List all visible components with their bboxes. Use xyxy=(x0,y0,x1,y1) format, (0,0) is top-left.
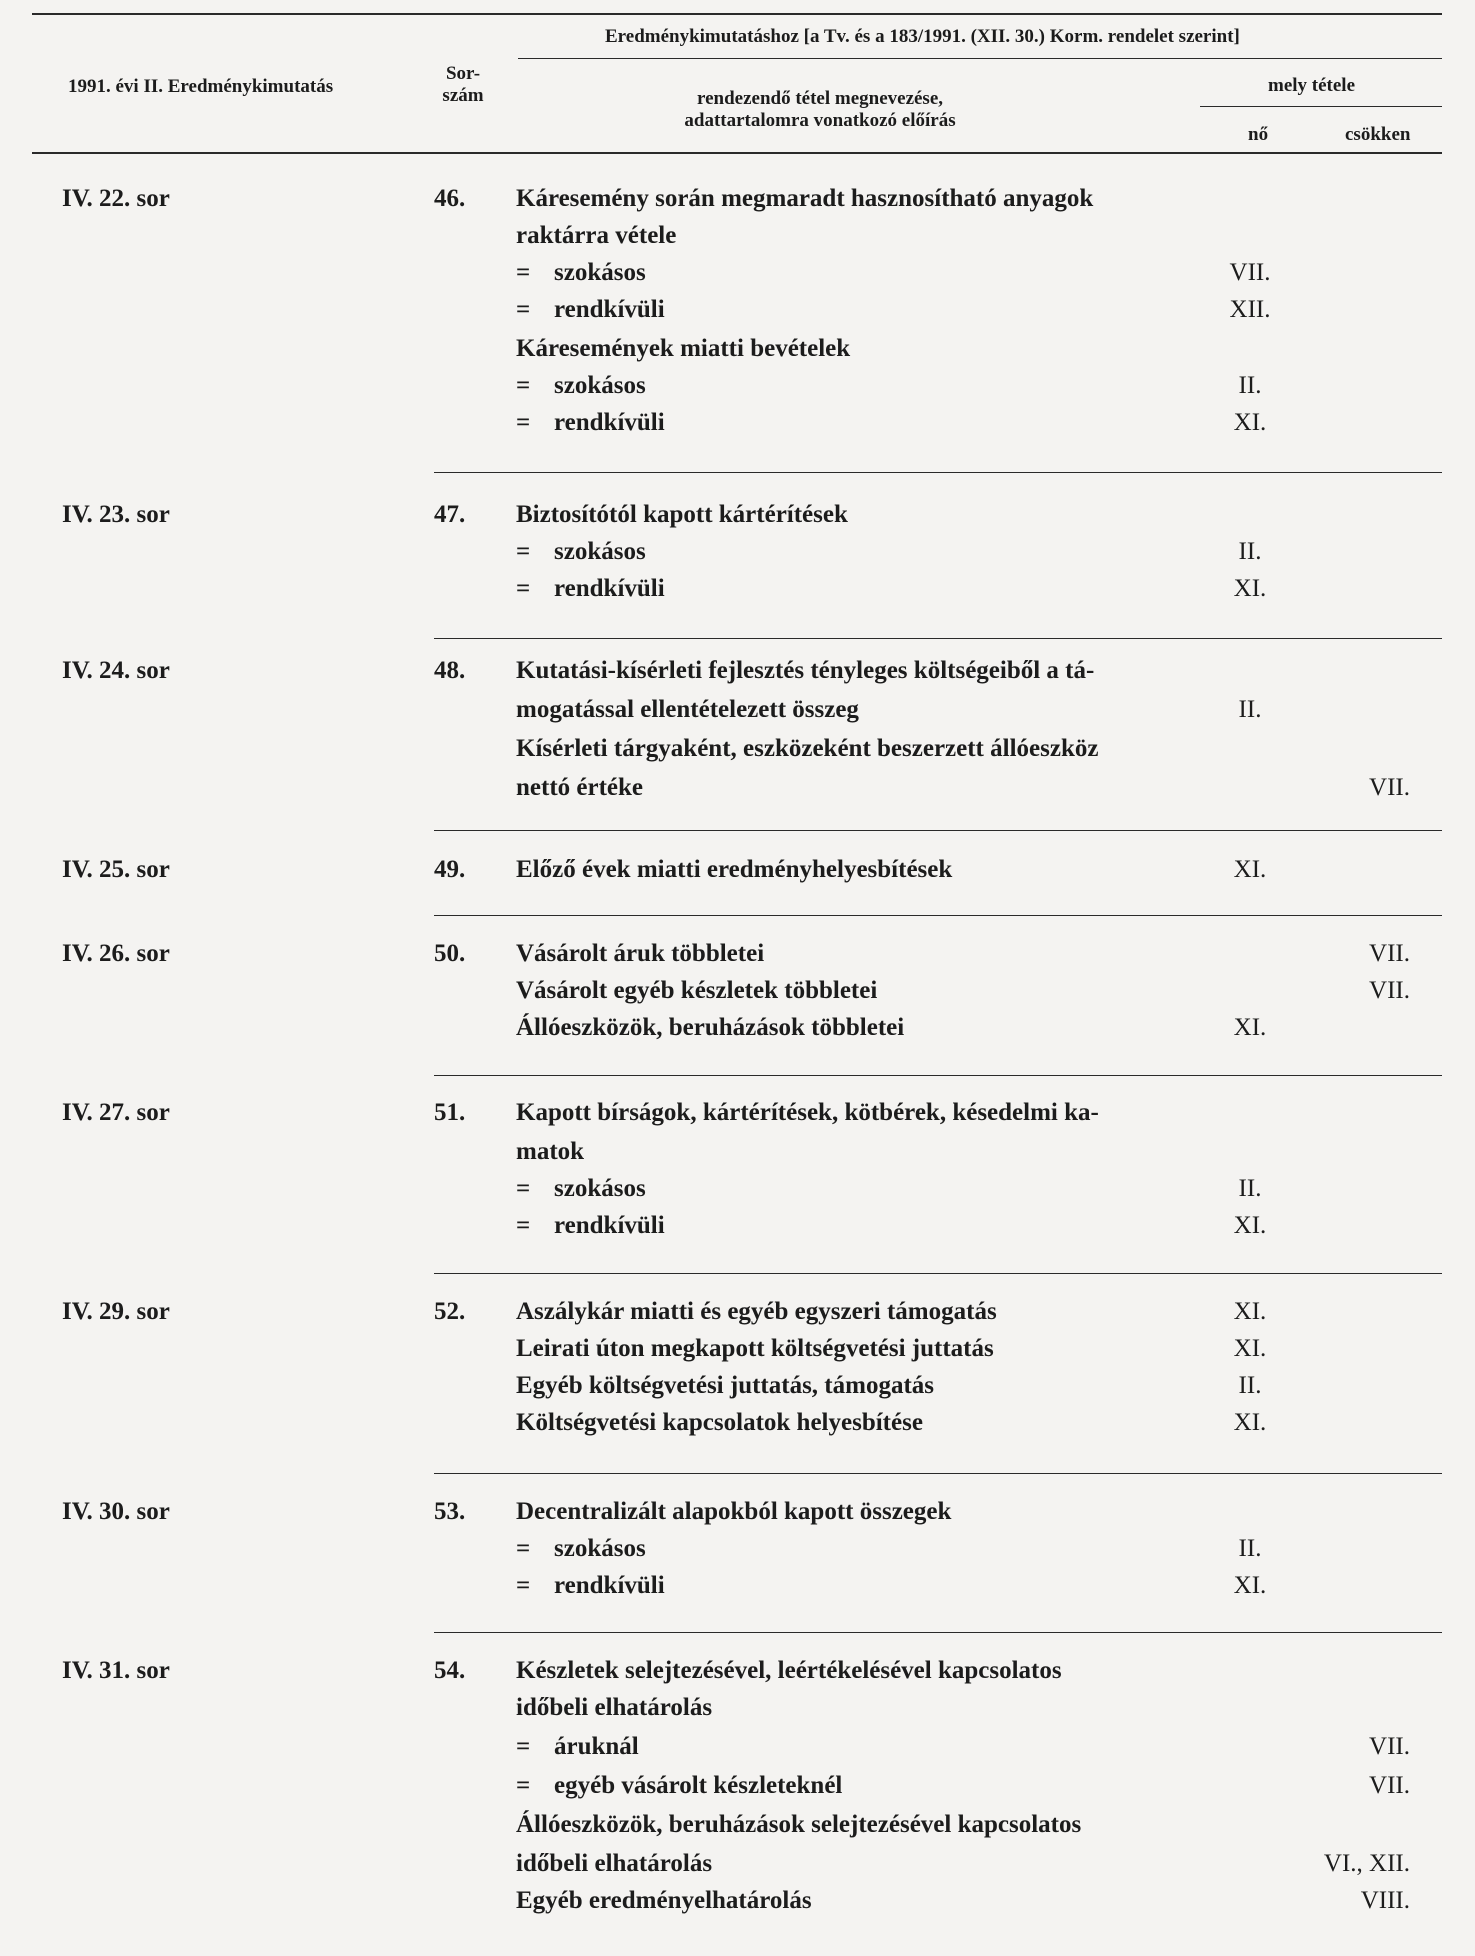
row-number: 49. xyxy=(434,856,466,883)
row-separator xyxy=(434,1632,1442,1633)
row-number: 48. xyxy=(434,657,466,684)
no-value: II. xyxy=(1238,696,1262,723)
row-separator xyxy=(434,915,1442,916)
row-line-text xyxy=(516,574,1166,604)
equals-marker: = xyxy=(516,1772,531,1799)
sub-item-label: rendkívüli xyxy=(554,575,665,602)
csokken-value: VII. xyxy=(1369,1772,1410,1799)
no-value: XI. xyxy=(1233,409,1267,436)
csokken-value: VII. xyxy=(1369,940,1410,967)
row-line-text: Vásárolt áruk többletei xyxy=(516,940,765,967)
row-line-text: Káresemények miatti bevételek xyxy=(516,335,851,362)
row-separator xyxy=(434,830,1442,831)
equals-marker: = xyxy=(516,1733,531,1760)
row-line-text: Káresemény során megmaradt hasznosítható anyagok xyxy=(516,185,1094,212)
header-bottom-rule xyxy=(32,152,1442,154)
no-value: II. xyxy=(1238,1175,1262,1202)
row-number: 52. xyxy=(434,1298,466,1325)
no-value: XI. xyxy=(1233,1014,1267,1041)
no-value: XI. xyxy=(1233,1572,1267,1599)
row-separator xyxy=(434,1075,1442,1076)
row-separator xyxy=(434,1273,1442,1274)
no-value: VII. xyxy=(1229,259,1271,286)
header-sorszam-line1: Sor- xyxy=(445,63,481,84)
row-line-text: Egyéb költségvetési juttatás, támogatás xyxy=(516,1372,935,1399)
row-line-text: Kísérleti tárgyaként, eszközeként beszerzett állóeszköz xyxy=(516,735,1099,762)
row-number: 50. xyxy=(434,940,466,967)
row-line-text xyxy=(516,1771,1166,1801)
no-value: II. xyxy=(1238,1372,1262,1399)
row-separator xyxy=(434,472,1442,473)
sub-item-label: szokásos xyxy=(554,259,646,286)
no-value: XI. xyxy=(1233,1409,1267,1436)
row-line-text: Egyéb eredményelhatárolás xyxy=(516,1887,812,1914)
no-value: XI. xyxy=(1233,575,1267,602)
sub-item-label: szokásos xyxy=(554,538,646,565)
equals-marker: = xyxy=(516,1212,531,1239)
row-number: 46. xyxy=(434,185,466,212)
csokken-value: VIII. xyxy=(1360,1887,1410,1914)
row-line-text xyxy=(516,295,1166,325)
no-value: XI. xyxy=(1233,856,1267,883)
row-number: 54. xyxy=(434,1657,466,1684)
sub-item-label: rendkívüli xyxy=(554,409,665,436)
csokken-value: VII. xyxy=(1369,774,1410,801)
row-line-text: Előző évek miatti eredményhelyesbítések xyxy=(516,856,953,883)
row-line-text: nettó értéke xyxy=(516,774,644,801)
no-value: II. xyxy=(1238,1535,1262,1562)
row-line-text: Leirati úton megkapott költségvetési juttatás xyxy=(516,1335,994,1362)
sub-item-label: szokásos xyxy=(554,372,646,399)
row-ref: IV. 27. sor xyxy=(62,1099,170,1126)
sub-item-label: rendkívüli xyxy=(554,1572,665,1599)
sub-item-label: szokásos xyxy=(554,1175,646,1202)
row-line-text: Költségvetési kapcsolatok helyesbítése xyxy=(516,1409,923,1436)
header-col1: 1991. évi II. Eredménykimutatás xyxy=(68,76,334,97)
row-line-text xyxy=(516,1571,1166,1601)
row-line-text: Kutatási-kísérleti fejlesztés tényleges költségeiből a tá- xyxy=(516,657,1095,684)
sub-item-label: rendkívüli xyxy=(554,1212,665,1239)
header-csokken: csökken xyxy=(1345,124,1411,145)
equals-marker: = xyxy=(516,259,531,286)
row-ref: IV. 26. sor xyxy=(62,940,170,967)
row-line-text xyxy=(516,258,1166,288)
row-ref: IV. 22. sor xyxy=(62,185,170,212)
no-value: II. xyxy=(1238,538,1262,565)
row-ref: IV. 25. sor xyxy=(62,856,170,883)
row-number: 51. xyxy=(434,1099,466,1126)
row-separator xyxy=(434,1473,1442,1474)
row-line-text xyxy=(516,408,1166,438)
no-value: II. xyxy=(1238,372,1262,399)
row-line-text: Kapott bírságok, kártérítések, kötbérek, késedelmi ka- xyxy=(516,1099,1099,1126)
row-line-text xyxy=(516,1211,1166,1241)
row-line-text xyxy=(516,1534,1166,1564)
no-value: XI. xyxy=(1233,1298,1267,1325)
row-number: 53. xyxy=(434,1498,466,1525)
no-value: XII. xyxy=(1229,296,1271,323)
equals-marker: = xyxy=(516,1535,531,1562)
sub-item-label: rendkívüli xyxy=(554,296,665,323)
row-line-text: időbeli elhatárolás xyxy=(516,1694,713,1721)
row-line-text: Állóeszközök, beruházások selejtezésével kapcsolatos xyxy=(516,1811,1082,1838)
sub-item-label: szokásos xyxy=(554,1535,646,1562)
row-ref: IV. 29. sor xyxy=(62,1298,170,1325)
row-line-text: Vásárolt egyéb készletek többletei xyxy=(516,977,878,1004)
row-line-text: matok xyxy=(516,1138,585,1165)
header-desc-line1: rendezendő tétel megnevezése, xyxy=(696,88,944,109)
equals-marker: = xyxy=(516,296,531,323)
row-line-text: Készletek selejtezésével, leértékelésével kapcsolatos xyxy=(516,1657,1062,1684)
sub-item-label: egyéb vásárolt készleteknél xyxy=(554,1772,843,1799)
header-sorszam-line2: szám xyxy=(442,85,484,106)
row-line-text: időbeli elhatárolás xyxy=(516,1850,713,1877)
equals-marker: = xyxy=(516,372,531,399)
top-rule xyxy=(32,13,1442,15)
header-group-title: Eredménykimutatáshoz [a Tv. és a 183/1991. (XII. 30.) Korm. rendelet szerint] xyxy=(605,26,1240,47)
group-rule xyxy=(518,58,1442,59)
row-line-text: Állóeszközök, beruházások többletei xyxy=(516,1014,905,1041)
row-ref: IV. 30. sor xyxy=(62,1498,170,1525)
csokken-value: VI., XII. xyxy=(1323,1850,1410,1877)
csokken-value: VII. xyxy=(1369,1733,1410,1760)
row-ref: IV. 31. sor xyxy=(62,1657,170,1684)
equals-marker: = xyxy=(516,575,531,602)
row-line-text: Decentralizált alapokból kapott összegek xyxy=(516,1498,952,1525)
equals-marker: = xyxy=(516,538,531,565)
row-separator xyxy=(434,638,1442,639)
mely-tetele-rule xyxy=(1200,106,1442,107)
row-line-text xyxy=(516,537,1166,567)
header-description xyxy=(640,88,1000,132)
csokken-value: VII. xyxy=(1369,977,1410,1004)
row-line-text: raktárra vétele xyxy=(516,222,677,249)
header-sorszam xyxy=(428,63,498,107)
equals-marker: = xyxy=(516,1572,531,1599)
row-line-text: mogatással ellentételezett összeg xyxy=(516,696,859,723)
no-value: XI. xyxy=(1233,1335,1267,1362)
row-line-text: Aszálykár miatti és egyéb egyszeri támogatás xyxy=(516,1298,997,1325)
row-line-text xyxy=(516,1174,1166,1204)
header-no: nő xyxy=(1248,124,1269,145)
header-desc-line2: adattartalomra vonatkozó előírás xyxy=(684,110,956,131)
equals-marker: = xyxy=(516,1175,531,1202)
sub-item-label: áruknál xyxy=(554,1733,639,1760)
row-ref: IV. 24. sor xyxy=(62,657,170,684)
no-value: XI. xyxy=(1233,1212,1267,1239)
row-line-text: Biztosítótól kapott kártérítések xyxy=(516,501,848,528)
row-ref: IV. 23. sor xyxy=(62,501,170,528)
row-line-text xyxy=(516,371,1166,401)
row-line-text xyxy=(516,1732,1166,1762)
equals-marker: = xyxy=(516,409,531,436)
header-mely-tetele: mely tétele xyxy=(1268,75,1356,96)
row-number: 47. xyxy=(434,501,466,528)
